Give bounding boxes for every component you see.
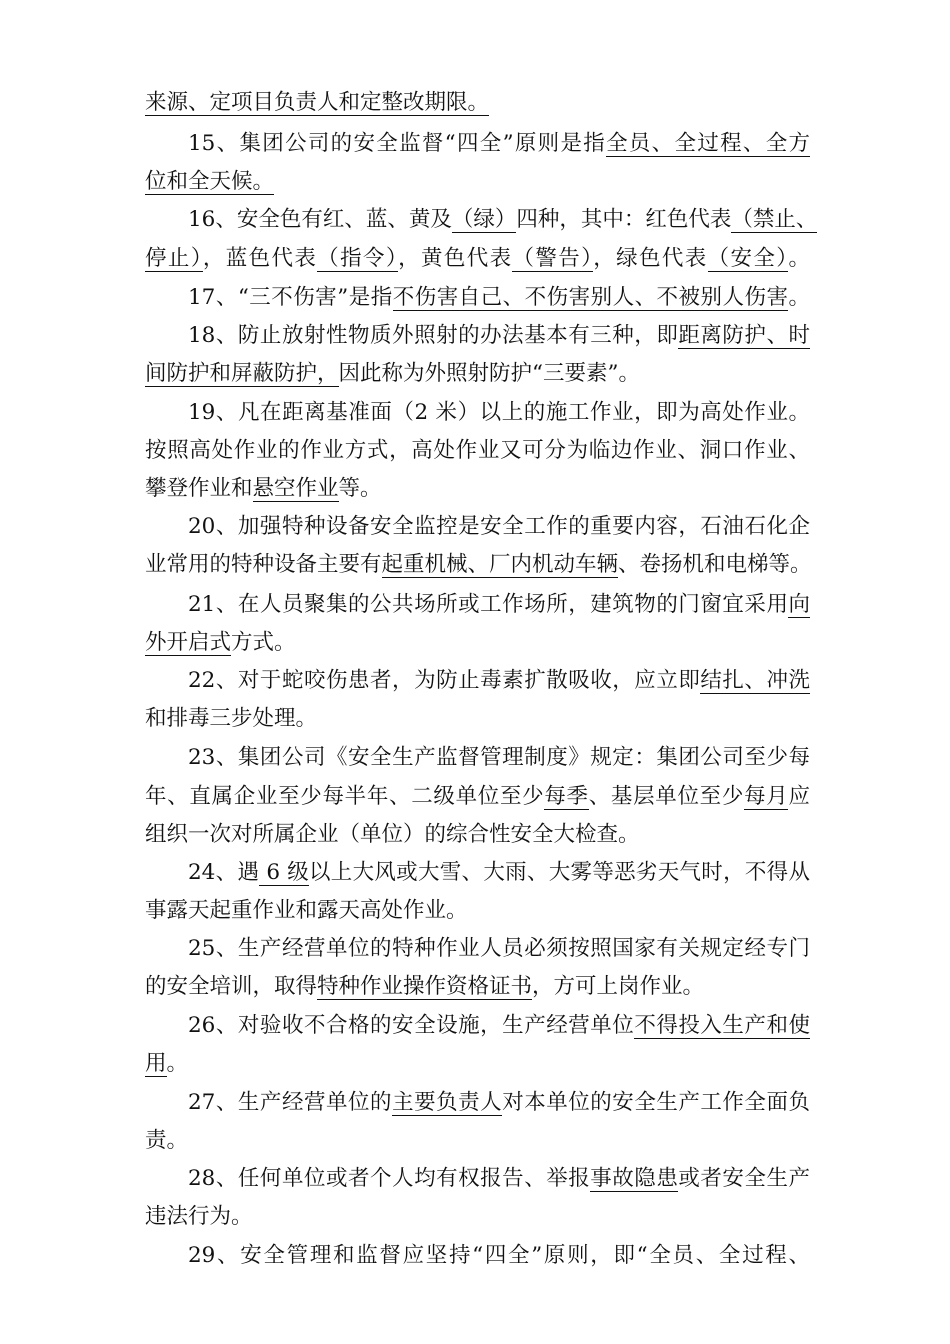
text-line — [145, 1122, 810, 1160]
text-segment: 责。 — [145, 1128, 189, 1153]
text-line — [145, 432, 810, 470]
text-line — [145, 816, 810, 854]
underlined-answer: 间防护和屏蔽防护， — [145, 361, 339, 386]
text-line — [188, 201, 818, 239]
text-segment: 。 — [788, 285, 810, 310]
text-segment: 年、直属企业至少每半年、二级单位至少 — [145, 784, 545, 809]
underlined-answer: （指令） — [317, 246, 399, 271]
text-segment: 23、集团公司《安全生产监督管理制度》规定：集团公司至少每 — [188, 745, 810, 770]
text-segment: 20、加强特种设备安全监控是安全工作的重要内容，石油石化企 — [188, 514, 810, 539]
text-segment: 以上大风或大雪、大雨、大雾等恶劣天气时，不得从 — [308, 860, 810, 885]
text-segment: 因此称为外照射防护“三要素”。 — [338, 361, 640, 386]
text-segment: 18、防止放射性物质外照射的办法基本有三种，即 — [188, 323, 679, 348]
underlined-answer: 每月 — [744, 784, 789, 809]
text-line — [188, 394, 810, 432]
text-segment: 15、集团公司的安全监督“四全”原则是指 — [188, 131, 607, 156]
underlined-answer: 距离防护、时 — [678, 323, 810, 348]
text-line — [145, 700, 810, 738]
text-segment: 28、任何单位或者个人均有权报告、举报 — [188, 1166, 591, 1191]
text-line — [188, 739, 810, 777]
underlined-answer: 用 — [145, 1051, 167, 1076]
text-segment: 17、“三不伤害”是指 — [188, 285, 393, 310]
underlined-answer: （警告） — [512, 246, 594, 271]
text-line — [188, 317, 810, 355]
underlined-answer: （安全） — [707, 246, 789, 271]
underlined-answer: 停止） — [145, 246, 203, 271]
text-segment: ，蓝色代表 — [202, 246, 318, 271]
text-segment: 29、安全管理和监督应坚持“四全”原则，即“全员、全过程、 — [188, 1243, 810, 1268]
text-line — [188, 662, 810, 700]
underlined-answer: 起重机械、厂内机动车辆 — [381, 552, 619, 577]
underlined-answer: 事故隐患 — [590, 1166, 679, 1191]
underlined-answer: 不伤害自己、不伤害别人、不被别人伤害 — [392, 285, 789, 310]
text-line — [145, 470, 810, 508]
text-segment: 16、安全色有红、蓝、黄及 — [188, 207, 452, 232]
underlined-answer: 6 级 — [259, 860, 309, 885]
underlined-answer: 结扎、冲洗 — [700, 668, 810, 693]
text-line — [188, 279, 810, 317]
text-line — [145, 240, 810, 278]
text-line — [145, 968, 810, 1006]
text-segment: ，绿色代表 — [593, 246, 708, 271]
text-line — [145, 84, 810, 122]
text-segment: 攀登作业和 — [145, 476, 253, 501]
underlined-answer: 悬空作业 — [252, 476, 339, 501]
text-line — [188, 854, 810, 892]
underlined-answer: 主要负责人 — [392, 1090, 503, 1115]
text-segment: 27、生产经营单位的 — [188, 1090, 393, 1115]
text-segment: 、基层单位至少 — [588, 784, 745, 809]
underlined-answer: （禁止、 — [731, 207, 818, 232]
underlined-answer: 位和全天候。 — [145, 169, 275, 194]
text-line — [188, 930, 810, 968]
underlined-answer: 不得投入生产和使 — [634, 1013, 810, 1038]
text-segment: 四种，其中：红色代表 — [516, 207, 732, 232]
text-segment: ，黄色代表 — [398, 246, 513, 271]
text-line — [145, 546, 810, 584]
text-segment: 对本单位的安全生产工作全面负 — [502, 1090, 810, 1115]
text-segment: 。 — [788, 246, 810, 271]
text-line — [145, 1045, 810, 1083]
text-line — [188, 1007, 810, 1045]
text-segment: 19、凡在距离基准面（2 米）以上的施工作业，即为高处作业。 — [188, 400, 810, 425]
text-segment: 方式。 — [231, 630, 296, 655]
text-segment: 的安全培训，取得 — [145, 974, 318, 999]
text-segment: 或者安全生产 — [678, 1166, 810, 1191]
underlined-answer: 特种作业操作资格证书 — [317, 974, 533, 999]
text-segment: 按照高处作业的作业方式，高处作业又可分为临边作业、洞口作业、 — [145, 438, 810, 463]
text-line — [145, 624, 810, 662]
underlined-answer: 外开启式 — [145, 630, 232, 655]
text-segment: 25、生产经营单位的特种作业人员必须按照国家有关规定经专门 — [188, 936, 810, 961]
underlined-answer: （绿） — [451, 207, 517, 232]
text-segment: ，方可上岗作业。 — [532, 974, 705, 999]
text-segment: 组织一次对所属企业（单位）的综合性安全大检查。 — [145, 822, 640, 847]
text-line — [145, 1198, 810, 1236]
text-segment: 、卷扬机和电梯等。 — [618, 552, 812, 577]
text-line — [145, 892, 810, 930]
underlined-answer: 全员、全过程、全方 — [606, 131, 810, 156]
text-line — [188, 1237, 810, 1275]
text-line — [145, 778, 810, 816]
text-segment: 26、对验收不合格的安全设施，生产经营单位 — [188, 1013, 635, 1038]
text-segment: 事露天起重作业和露天高处作业。 — [145, 898, 468, 923]
underlined-answer: 向 — [788, 592, 810, 617]
text-line — [145, 163, 810, 201]
underlined-answer: 每季 — [544, 784, 589, 809]
text-line — [188, 508, 810, 546]
text-line — [188, 1160, 810, 1198]
text-line — [188, 586, 810, 624]
text-segment: 违法行为。 — [145, 1204, 253, 1229]
text-segment: 24、遇 — [188, 860, 260, 885]
text-segment: 等。 — [338, 476, 382, 501]
text-line — [188, 1084, 810, 1122]
text-segment: 。 — [166, 1051, 189, 1076]
text-segment: 22、对于蛇咬伤患者，为防止毒素扩散吸收，应立即 — [188, 668, 701, 693]
text-segment: 21、在人员聚集的公共场所或工作场所，建筑物的门窗宜采用 — [188, 592, 789, 617]
underlined-answer: 来源、定项目负责人和定整改期限。 — [145, 90, 490, 115]
text-segment: 业常用的特种设备主要有 — [145, 552, 382, 577]
text-segment: 应 — [788, 784, 810, 809]
text-line — [145, 355, 810, 393]
text-line — [188, 125, 810, 163]
text-segment: 和排毒三步处理。 — [145, 706, 318, 731]
